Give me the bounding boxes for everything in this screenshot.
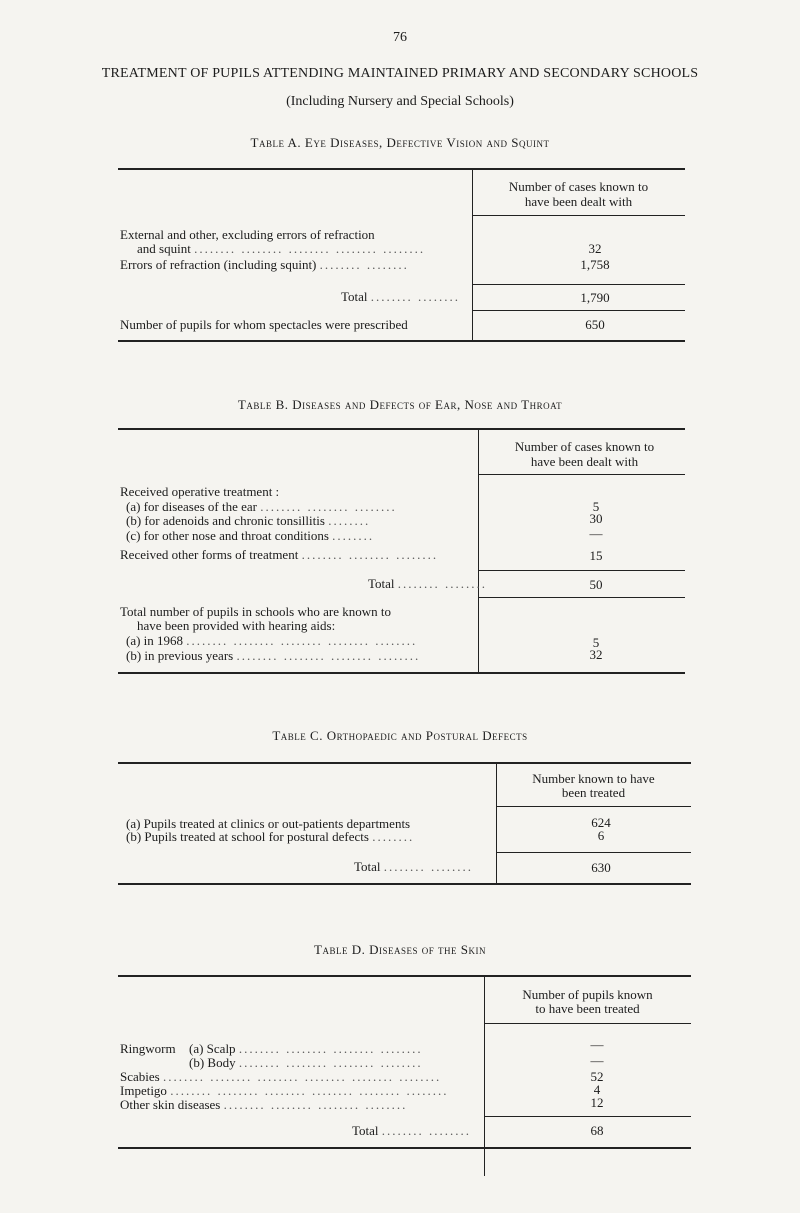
table-a-row2-label: Errors of refraction (including squint) ........ ........: [120, 257, 409, 272]
table-a-top-rule: [118, 168, 685, 170]
table-c-total-label: Total ........ ........: [354, 859, 474, 874]
table-d-header-rule: [484, 1023, 691, 1024]
table-b-header-line2: have been dealt with: [530, 454, 639, 469]
table-b-row-b-label: (b) for adenoids and chronic tonsillitis ........: [126, 513, 371, 528]
table-a-header-rule: [472, 215, 685, 216]
page-title: TREATMENT OF PUPILS ATTENDING MAINTAINED PRIMARY AND SECONDARY SCHOOLS: [101, 66, 699, 81]
table-d-other-value: 12: [590, 1095, 604, 1110]
table-c-bottom-rule: [118, 883, 691, 885]
table-b-other-label: Received other forms of treatment ........ ........ ........: [120, 547, 439, 562]
table-c-header-rule: [496, 806, 691, 807]
table-d-bottom-rule: [118, 1147, 691, 1149]
table-a-title: Table A. Eye Diseases, Defective Vision and Squint: [250, 135, 550, 150]
table-a-row1-value: 32: [588, 241, 602, 256]
table-b-total-value: 50: [589, 577, 603, 592]
table-b-hearing-b-label: (b) in previous years ........ ........ ........ ........: [126, 648, 421, 663]
table-d-scalp-value: —: [590, 1037, 604, 1052]
table-c-header-line1: Number known to have: [532, 771, 655, 786]
table-b-bottom-rule: [118, 672, 685, 674]
table-d-total-label: Total ........ ........: [352, 1123, 472, 1138]
table-a-total-label: Total ........ ........: [341, 289, 461, 304]
table-b-row-a-value: 5: [592, 499, 600, 514]
table-b-header-rule: [478, 474, 685, 475]
table-a-header-line1: Number of cases known to: [508, 179, 649, 194]
table-c-row-b-value: 6: [597, 828, 605, 843]
table-b-row-c-value: —: [589, 526, 603, 541]
table-b-hearing-label: Total number of pupils in schools who are known to: [120, 604, 391, 619]
table-b-header-line1: Number of cases known to: [514, 439, 655, 454]
table-c-top-rule: [118, 762, 691, 764]
table-a-bottom-rule: [118, 340, 685, 342]
table-a-subtotal-rule: [472, 284, 685, 285]
table-d-scabies-label: Scabies ........ ........ ........ ........ ........ ........: [120, 1069, 442, 1084]
table-b-other-value: 15: [589, 548, 603, 563]
table-a-header-line2: have been dealt with: [524, 194, 633, 209]
table-b-row-a-label: (a) for diseases of the ear ........ ........ ........: [126, 499, 397, 514]
table-b-hearing-a-value: 5: [592, 635, 600, 650]
table-b-total-rule: [478, 597, 685, 598]
table-d-header-line1: Number of pupils known: [522, 987, 653, 1002]
table-d-body-value: —: [590, 1053, 604, 1068]
table-a-spectacles-label: Number of pupils for whom spectacles were prescribed: [120, 317, 408, 332]
table-b-operative-label: Received operative treatment :: [120, 484, 280, 499]
table-d-subtotal-rule: [484, 1116, 691, 1117]
table-c-row-b-label: (b) Pupils treated at school for postural defects ........: [126, 829, 415, 844]
table-d-title: Table D. Diseases of the Skin: [314, 942, 486, 957]
table-b-top-rule: [118, 428, 685, 430]
table-d-other-label: Other skin diseases ........ ........ ........ ........: [120, 1097, 408, 1112]
table-c-title: Table C. Orthopaedic and Postural Defects: [272, 728, 528, 743]
page-subtitle: (Including Nursery and Special Schools): [286, 94, 514, 109]
table-d-total-value: 68: [590, 1123, 604, 1138]
table-a-row1-label: External and other, excluding errors of refraction: [120, 227, 375, 242]
table-b-subtotal-rule: [478, 570, 685, 571]
table-d-body-label: (b) Body ........ ........ ........ ........: [189, 1055, 423, 1070]
table-b-row-b-value: 30: [589, 511, 603, 526]
table-d-scalp-label: (a) Scalp ........ ........ ........ ........: [189, 1041, 423, 1056]
table-a-spectacles-value: 650: [585, 317, 605, 332]
table-c-row-a-value: 624: [591, 815, 611, 830]
page-number: 76: [393, 30, 407, 45]
table-a-total-value: 1,790: [580, 290, 610, 305]
table-c-header-line2: been treated: [561, 785, 626, 800]
table-a-row1-label-cont: and squint ........ ........ ........ ........ ........: [137, 241, 426, 256]
table-a-total-rule: [472, 310, 685, 311]
table-c-total-value: 630: [591, 860, 611, 875]
table-b-title: Table B. Diseases and Defects of Ear, Nose and Throat: [237, 397, 563, 412]
table-b-hearing-label-cont: have been provided with hearing aids:: [137, 618, 336, 633]
table-d-scabies-value: 52: [590, 1069, 604, 1084]
table-b-hearing-b-value: 32: [589, 647, 603, 662]
table-c-row-a-label: (a) Pupils treated at clinics or out-patients departments: [126, 816, 411, 831]
table-d-header-line2: to have been treated: [535, 1001, 640, 1016]
table-c-subtotal-rule: [496, 852, 691, 853]
table-d-top-rule: [118, 975, 691, 977]
table-b-row-c-label: (c) for other nose and throat conditions ........: [126, 528, 375, 543]
table-d-impetigo-value: 4: [593, 1082, 601, 1097]
table-b-hearing-a-label: (a) in 1968 ........ ........ ........ ........ ........: [126, 633, 418, 648]
table-d-impetigo-label: Impetigo ........ ........ ........ ........ ........ ........: [120, 1083, 449, 1098]
table-a-row2-value: 1,758: [580, 257, 610, 272]
table-d-ringworm-label: Ringworm: [120, 1041, 176, 1056]
table-b-total-label: Total ........ ........: [368, 576, 488, 591]
